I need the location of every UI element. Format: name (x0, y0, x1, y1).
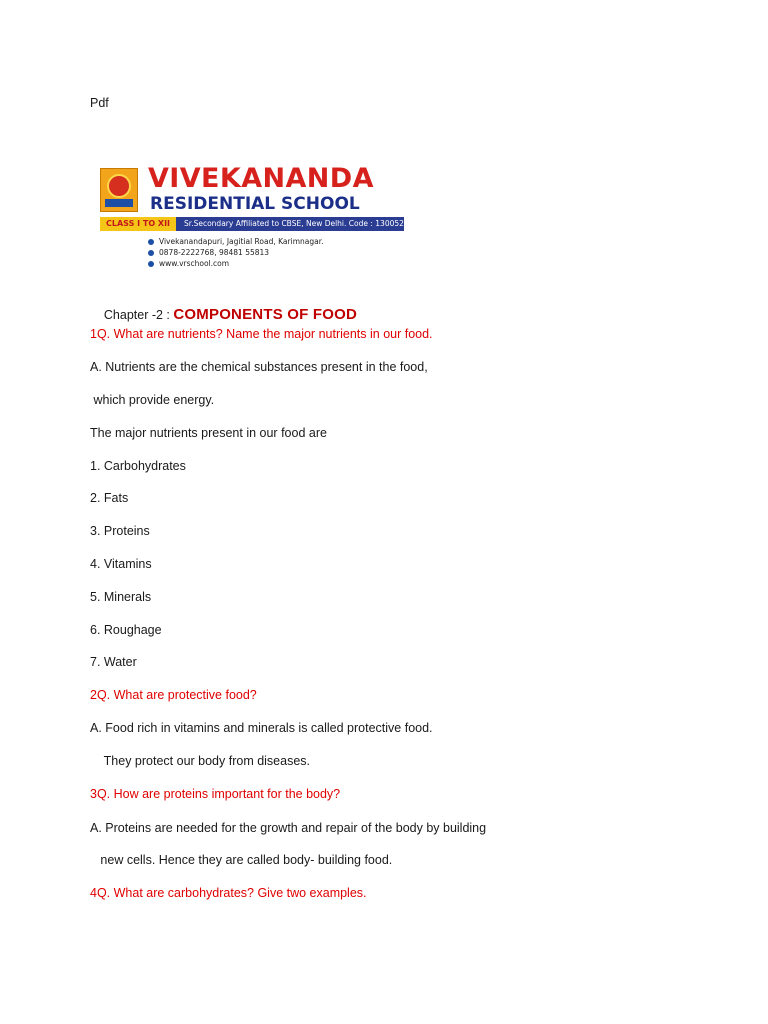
answer-1-line-2: which provide energy. (90, 393, 215, 407)
question-3: 3Q. How are proteins important for the body? (90, 787, 341, 801)
logo-phone: 0878-2222768, 98481 55813 (148, 248, 269, 258)
nutrient-item: 5. Minerals (90, 590, 152, 604)
answer-1-line-1: A. Nutrients are the chemical substances present in the food, (90, 360, 428, 374)
question-4: 4Q. What are carbohydrates? Give two examples. (90, 886, 367, 900)
globe-icon (148, 261, 154, 267)
answer-3-line-2: new cells. Hence they are called body- building food. (90, 853, 393, 867)
logo-address: Vivekanandapuri, Jagitial Road, Karimnagar. (148, 237, 324, 247)
chapter-title: COMPONENTS OF FOOD (173, 306, 357, 323)
nutrient-item: 4. Vitamins (90, 557, 152, 571)
nutrient-item: 7. Water (90, 655, 137, 669)
logo-school-name: VIVEKANANDA (148, 163, 374, 194)
answer-2-line-2: They protect our body from diseases. (90, 754, 311, 768)
question-1: 1Q. What are nutrients? Name the major nutrients in our food. (90, 327, 433, 341)
school-logo (90, 156, 404, 272)
logo-affiliation: Sr.Secondary Affiliated to CBSE, New Delhi. Code : 130052 (176, 217, 404, 231)
location-icon (148, 239, 154, 245)
header-label: Pdf (90, 96, 109, 110)
logo-class-badge: CLASS I TO XII (100, 217, 176, 231)
answer-3-line-1: A. Proteins are needed for the growth and repair of the body by building (90, 821, 487, 835)
logo-website: www.vrschool.com (148, 259, 229, 269)
logo-school-subtitle: RESIDENTIAL SCHOOL (150, 194, 360, 214)
answer-1-line-3: The major nutrients present in our food are (90, 426, 327, 440)
nutrient-item: 1. Carbohydrates (90, 459, 186, 473)
nutrient-item: 3. Proteins (90, 524, 150, 538)
nutrient-item: 6. Roughage (90, 623, 162, 637)
logo-banner (100, 217, 404, 231)
chapter-prefix: Chapter -2 : (103, 308, 174, 322)
nutrient-item: 2. Fats (90, 491, 129, 505)
school-emblem-icon (100, 168, 138, 212)
answer-2-line-1: A. Food rich in vitamins and minerals is called protective food. (90, 721, 433, 735)
question-2: 2Q. What are protective food? (90, 688, 257, 702)
phone-icon (148, 250, 154, 256)
